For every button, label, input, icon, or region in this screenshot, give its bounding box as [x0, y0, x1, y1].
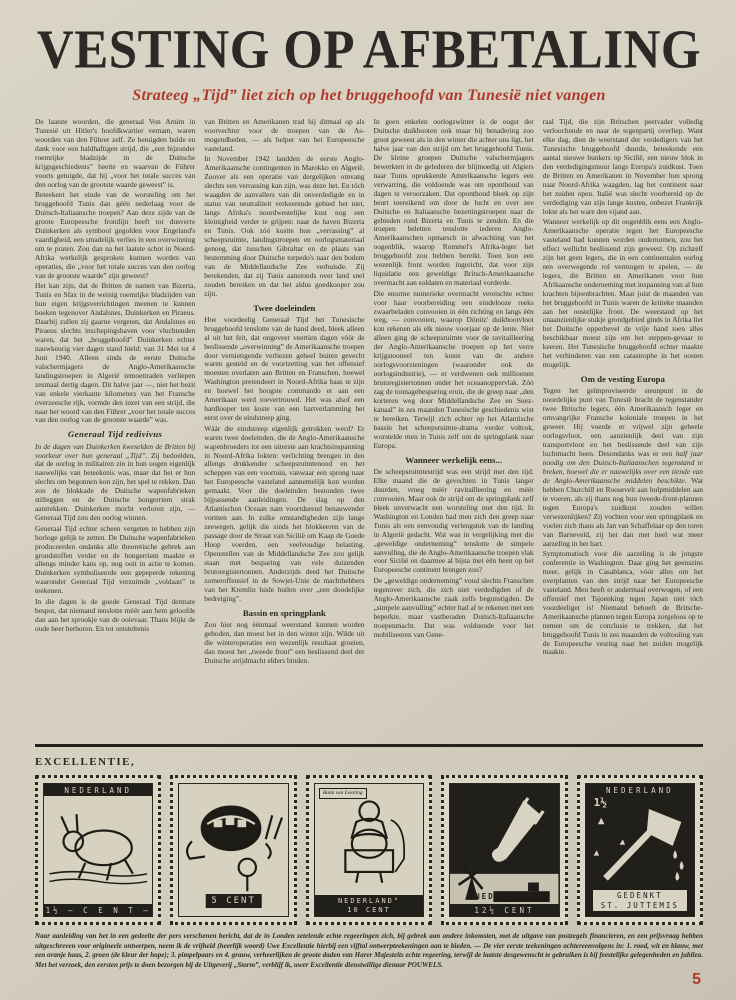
masthead — [35, 19, 703, 105]
stamp-value-label: 1½ — C E N T — — [45, 906, 151, 916]
article-column-1 — [35, 118, 195, 736]
article-column-2 — [204, 118, 364, 736]
paragraph: Het kan zijn, dat de Britten de namen van Bizerta, Tunis en Sfax in de weinig roemrijke bladzijden van hun eigen krijgsverrichtingen meenen te kunnen boeken tegenover Andalsnes, Duinkerken en Piraeus. Daarbij zullen zij gaarne vergeten, dat Andalsnes en Piraeus slechts inschepingshaven voor vluchtenden waren, dat het „bruggehoofd” Duinkerken echter nauwkeurig vier dagen stand hield: van 31 Mei tot 4 Juni 1940. Alleen sinds de eerste Duitsche valschermjagers de Anglo-Amerikaansche landingstroepen in Algerië temoettraden verliepen zesmaal dertig dagen. Dit halve jaar —, niet het bezit van enkele vierkante kilometers van het Fransche overzeesche rijk, vormde den inzet van een strijd, die naar het woord van den Führer „voor het totale succes van den oorlog van de grootste waarde” was. — [35, 281, 196, 425]
italic-lead: In de dagen van Duinkerken kweselden de Britten bij voorkeur over hun generaal „Tijd”. — [35, 441, 196, 460]
seated-figure-icon — [315, 784, 423, 895]
section-divider — [35, 744, 703, 747]
stamp-letter-caption: Naar aanleiding van het in een gedeelte der pers verschenen bericht, dat de in Londen zetelende echte regeeringen zich, bij gebrek aan andere inkomsten, met de uitgave van postzegels financieren, en een prijsvraag hebben uitgeschreven voor origineele ontwerpen, neem ik de vrijheid (heerlijk woord) Uwe Excellentie hierbij een vijftal ontwerpteekeningen aan te bieden. — De vier eerste teekeningen achtereenvolgens in: 1. rood, wit en blauw, met een oranje haas, 2. groen (de kleur der hope); 3. pimpelpaars en 4. grauw, verheerlijken de groote daden van Harer Majesteits echte regeering, terwijl de laatste desgewenscht te gebruiken is bij feestelijke gelegenheden en jubilea. Met het verzoek, den eersten prijs te doen bezorgen bij de Uitgeverij „Storm”, verblijf ik, uwer Excellentie dienstwillige dienaar POUWELS. — [35, 932, 703, 969]
paragraph: De scheepsruimtestrijd was een strijd met den tijd. Elke maand die de gevechten in Tunis langer duurden, vroeg méér ravitailleering en méér convooien. Maar ook de strijd om de springplank zelf bleek onverwacht een worsteling met den tijd. In Washington en Londen had men zich den greep naar Tunis als een eenvoudig verlengstuk van de landing in Algerië gedacht. Wat was in vergelijking met die „geweldige onderneming” tenslotte de simpele aanvulling, die de Anglo-Amerikaansche troepen vlak voor Sicilië en daarmee al bijna met één been op het Europeesche continent brengen zou? — [373, 466, 534, 575]
stamp-country-label: NEDERLAND — [475, 892, 534, 902]
section-heading-om-de-vesting-europa: Om de vesting Europa — [580, 374, 665, 385]
stamp-axe-st-juttemis — [577, 775, 703, 925]
paragraph: In November 1942 landden de eerste Anglo-Amerikaansche contingenten in Marokko en Algerië. Zoover als een operatie van dergelijken omvang slechts een verrassing kan zijn, was deze het. En tóch waagden de aanvallers van dit onverdedigde en in status van neutraliteit verkeerende gebied het niet, langs Afrika's noordwestelijke kust nog een kleinigheid verder te grijpen: naar de haven Bizerta en Tunis. Ook zóó kostte hun „verrassing” al scheepsruimte, landingstroepen en oorlogsmateriaal genoeg, dat tusschen Gibraltar en de plaats van bestemming door Duitsche torpedo's naar den bodem van de Middellandsche Zee verhuisde. Zij berekenden, dat zij Tunis aanstonds over land snel zouden bereiken en dat het aldus goedkooper zou zijn. — [204, 154, 365, 298]
section-heading-generaal-tijd-redivivus: Generaal Tijd redivivus — [67, 429, 163, 440]
satire-footer — [35, 756, 703, 989]
paragraph: Symptomatisch voor die aarzeling is de jongste conferentie in Washington. Daar ging het geenszins meer, gelijk in Casablanca, vóór alles om het overplanten van den strijd naar het Europeesche vasteland. Men heeft er andermaal overwogen, of een offensief met Tsjoenking tegen Japan niet tóch voordeeliger is! Niemand behoeft de Britsche-Amerikaansche plannen tegen Europa zorgeloos op te nemen om de conclusie te trekken, dat het bruggehoofd Tunis in zes maanden de voltooiing van de Europeesche vesting naar het zuiden mogelijk maakte. — [542, 549, 703, 657]
stamp-row — [35, 775, 703, 925]
stamp-hare — [35, 775, 161, 925]
paragraph: Wáár die eindstreep eigenlijk getrokken werd? Er waren twee doeleinden, die de Anglo-Amerikaansche wapenbroeders tot een uiterste aan krachtsinspanning in Noord-Afrika lokten: verlichting brengen in den allengs drukkender scheepsruimtenood en het scheppen van een voortuin, vanwaar een sprong naar het Europeesche vasteland aannemelijk kon worden gemaakt. Voor die doeleinden bestonden twee bijpassende aanleidingen. De slag op den Atlantischen Oceaan nam voortdurend benauwender vormen aan. In zulke omstandigheden zijn lange zeewegen, gelijk die sinds het blokkeeren van de passage door de Straat van Sicilië om Kaap de Goede Hoop voerden, een veelvoudige belasting. Openstellen van de Middellandsche Zee zou gelijk staan met besparing van vele duizenden brutoregistertonnen. Anderzijds deed het Duitsche zomeroffensief in de Sowjet-Unie de machthebbers van het Kremlin luide huilen over „een doodelijke bedreiging”. — [204, 423, 365, 603]
stamp-value-label: 5 CENT — [205, 894, 262, 908]
page-title: VESTING OP AFBETALING — [36, 19, 702, 81]
paragraph: Die enorme numerieke overmacht vereischte echter voor haar voorbereiding een eindelooze reeks zwaarbeladen convooien in één richting en langs één weg, — convooien, waarop Dönitz' duikbootvloot kon rekenen als elk nieuw voorjaar op de lente. Niet alleen ging de scheepsruimte voor de ravitailleering der Anglo-Amerikaansche troepen op het verre krijgstooneel ten koste van de andere oorlogsvoorzieningen (waaronder ook de oorlogsindustrie), — er verdwenen ook millioenen brutoregistertonnen onder het oceaanoppervlak. Zóó zag de tonnagebesparing eruit, die de greep naar „den korteren weg door Middellandsche Zee en Suez-kanaal” in zes maanden Tunesische geschiedenis wist te bereiken. Terwijl zich echter op het Atlantische bassin het scheepsruimte-drama verder voltrok, worstelde men in Tunis zelf om de springplank naar Europa. — [373, 288, 534, 450]
stamp-country-label: NEDERLAND — [44, 784, 152, 796]
signature: POUWELS. — [407, 960, 444, 969]
stamp-caption-label: GEDENKT ST. JUTTEMIS — [592, 889, 688, 912]
bank-van-leening-sign: Bank van Leening — [319, 788, 367, 799]
axe-icon — [586, 796, 694, 889]
paragraph: Zou hier nog éénmaal weerstand kunnen worden geboden, dan moest het in den winter zijn. Wilde uit die winteroperaties een wezenlijk resultaat groeien, dan moest het „tweede front” een beslissend deel der Duitsche strijdmacht elders binden. — [204, 619, 365, 665]
stamp-shouting-mouth — [170, 775, 296, 925]
paragraph: van Britten en Amerikanen trad hij ditmaal op als voorvechter voor de troepen van de As-mogendheden, — als helper van het Europeesche vasteland. — [204, 118, 365, 153]
paragraph: In die dagen is de goede Generaal Tijd dermate bespot, dat niemand tenslotte méér aan hem geloofde dan aan het sprookje van de ooievaar. Thans blijkt de oude heer herboren. En tot ontsteltenis — [35, 596, 196, 633]
paragraph: In geen enkelen oorlogswinter is de oogst der Duitsche duikbooten ook maar bij benadering zoo groot geweest als in den winter die achter ons ligt, het halve jaar van den strijd om het bruggehoofd Tunis. De kleine groepen Duitsche valschermjagers bewerkten in de gelederen der blijmoedig uit Algiers naar Tunis oprukkende Amerikaansche legers een verwarring, die voldoende was om oponthoud van dagen te veroorzaken. Dat oponthoud bleek op zijn beurt toereikend om door de lucht en over zee Duitsche en Italiaansche bezettingstroepen naar de gebieden rond Bizerta en Tunis te zenden. En die troepen beletten tenslotte iederen Anglo-Amerikaanschen opmarsch in afwachting van het oogenblik, waarop Rommel's Afrika-leger het bruggehoofd zou hebben bereikt. Toen kon een wezenlijk front worden ingericht, dat voor zijn liquidatie een geweldige Britsch-Amerikaansche overmacht aan soldaten en materiaal vorderde. — [373, 118, 534, 288]
paragraph: Hoe voordeelig Generaal Tijd het Tunesische bruggehoofd tenslotte van de hand deed, bleek alleen al uit het feit, dat ongeveer veertien dagen vóór de beslissende „overwinning” de Amerikaansche troepen door vernietigende verliezen geheel buiten gevecht waren gesteld en de voortzetting van het offensief moesten overlaten aan Britten en Franschen, hoewel Washington pretendeert in Noord-Afrika baas te zijn en hoewel het hoogste commando er aan een Amerikaan werd toevertrouwd. Het was alsof een hardlooper ten koste van een hartverlamming het eerst over de eindstreep ging. — [204, 314, 365, 423]
article-body — [35, 118, 703, 736]
page-number: 5 — [692, 971, 701, 989]
article-column-3 — [374, 118, 534, 736]
paragraph: De laatste woorden, die generaal Von Arnim in Tunesië uit Hitler's hoofdkwartier vernam, waren woorden van den Führer zelf. Ze betuigden hulde en dank voor een haldhaftigen strijd, die „een bijzonder roemrijke bladzijde in de Duitsche krijgsgeschiedenis” heette en waarvan de Führer voorts getuigde, dat hij „voor het totale succes van den oorlog van de grootste waarde geweest” is. — [35, 118, 196, 189]
article-subtitle: Strateeg „Tijd” liet zich op het bruggehoofd van Tunesië niet vangen — [132, 87, 606, 105]
paragraph: Beteekent het einde van de worsteling om het bruggehoofd Tunis dan géén nederlaag voor de Duitsch-Italiaansche troepen? Aan deze zijde van de groote Europeesche frontlijn heeft tot dusverre Duinkerken als symbool gegolden voor Engeland's vaardigheid, een smadelijk verlies in een overwinning om te praten. Zou dan na het laatste schot in Noord-Afrika werkelijk gesproken kunnen worden van operaties, die „voor het totale succes van den oorlog van de grootste waarde” zijn geweest? — [35, 190, 196, 280]
paragraph: In de dagen van Duinkerken kweselden de Britten bij voorkeur over hun generaal „Tijd”. Zij bedoelden, dat de oorlog in militairen zin in hun oogen eigenlijk nauwelijks van beteekenis was, maar dat het er hun slechts om begonnen kon zijn, het spel te rekken. Dan zou de blokkade de Duitsche wapenfabrieken stilleggen en de Duitsche hongerriem strak aantrekken. Duinkerken mocht verloren zijn, — Generaal Tijd zou den oorlog winnen. — [35, 441, 196, 523]
paragraph: Generaal Tijd echter scheen vergeten te hebben zijn horloge gelijk te zetten. De Duitsche wapenfabrieken produceerden ondanks alle theoretische gebrek aan grondstoffen verder en de hongerriem maakte er allengs minder kans op, nog ooit in actie te komen. Duinkerken symboliseerde een gepeperde rekening waaronder Generaal Tijd verzuimde „voldaan” te teekenen. — [35, 523, 196, 596]
italic-passage: half jaar noodig om den Duitsch-Italiaanschen tegenstand te breken, hoewel die er nauwelijks over een tiende van de Anglo-Amerikaansche middelen beschikte. — [542, 449, 703, 485]
hare-icon — [44, 796, 152, 904]
paragraph: Wanneer werkelijk op dit oogenblik eens een Anglo-Amerikaansche operatie tegen het Europeesche vasteland had kunnen worden ondernomen, zou het effect wellicht beslissend zijn geweest. Op zichzelf zijn het geen legers, die in een continentalen oorlog een overwegende rol vermogen te spelen, — de legers, die Britten en Amerikanen voor hun Afrikaansche onderneming met inspanning van al hun krachten bijeenbrachten. Maar juist de maanden van het bruggehoofd in Tunis waren de kritieke maanden aan het oostelijke front. De weerstand op het onaanzienlijke stukje grondgebied ginds in Afrika liet het Duitsche opperbevel de vrije hand toen alles beschikbaar moest zijn om het steppen-gevaar te keeren. Het Tunesische bruggehoofd echter maakte het verhinderen van een catastrophe in het oosten mogelijk. — [542, 217, 703, 370]
stamp-value-label: 12½ CENT — [450, 904, 558, 916]
paragraph: Tegen het geïmproviseerde steunpunt in de noordelijke punt van Tunesië bracht de tegenstander twee Britsche legers, één Amerikaansch leger en omvangrijke Fransche koloniale troepen in het geweer. Hij voerde er vrijwel zijn geheele oorlogsvloot, een aanzienlijk deel van zijn transportvloot en het beslissende deel van zijn luchtmacht heen. Desondanks was er een half jaar noodig om den Duitsch-Italiaanschen tegenstand te breken, hoewel die er nauwelijks over een tiende van de Anglo-Amerikaansche middelen beschikte. Wat hebben Churchill en Roosevelt aan hulpmiddelen aan te voeren, als zij thans nog hun tweede-front-plannen tegen Europa's zuidkust zouden willen verwezenlijken? Zij vochten voor een springplank en voelen zich thans als Jan van Schaffelaar op den toren van Barneveld, zij het dan met heel wat meer aarzeling in het hart. — [542, 386, 703, 548]
stamp-bank-van-leening — [306, 775, 432, 925]
section-heading-bassin-en-springplank: Bassin en springplank — [242, 607, 326, 618]
section-heading-wanneer-werkelijk-eens: Wanneer werkelijk eens... — [405, 454, 503, 465]
stamp-bomb-windmill — [441, 775, 567, 925]
excellentie-label: EXCELLENTIE, — [35, 756, 136, 769]
article-column-4 — [543, 118, 703, 736]
paragraph: De „geweldige onderneming” vond slechts Franschen tegenover zich, die zich niet verdedigden of de Anglo-Amerikaansche zaak zelfs begunstigden. De „simpele aanvulling” echter had af te rekenen met een beperkte, maar vastberaden Duitsch-Italiaansche troepenmacht. Dat was voldoende voor het mobiliseeren van Gene- — [373, 575, 534, 639]
stamp-value-numeral: 1½ — [593, 796, 607, 810]
paragraph: raal Tijd, die zijn Britschen peetvader volledig verloochende en naar de tegenpartij overliep. Want elke dag, dien de weerstand der verdedigers van het Tunesische bruggehoofd duurde, beteekende een aantal nieuwe bunkers op Sicilië, een nieuw blok in den verdedigingsmuur langs Europa's zuidkust. Toen de Britten en Amerikanen in November hun sprong naar Noord-Afrika waagden, lag het continent naar het zuiden open. Italië was slecht voorbereid op de verdediging van zijn lange kusten, onbezet Frankrijk lokte als het ware den vijand aan. — [542, 118, 703, 216]
stamp-value-label: NEDERLAND° 10 CENT — [315, 895, 423, 916]
section-heading-twee-doeleinden: Twee doeleinden — [253, 302, 316, 313]
stamp-country-label: NEDERLAND — [606, 786, 674, 796]
